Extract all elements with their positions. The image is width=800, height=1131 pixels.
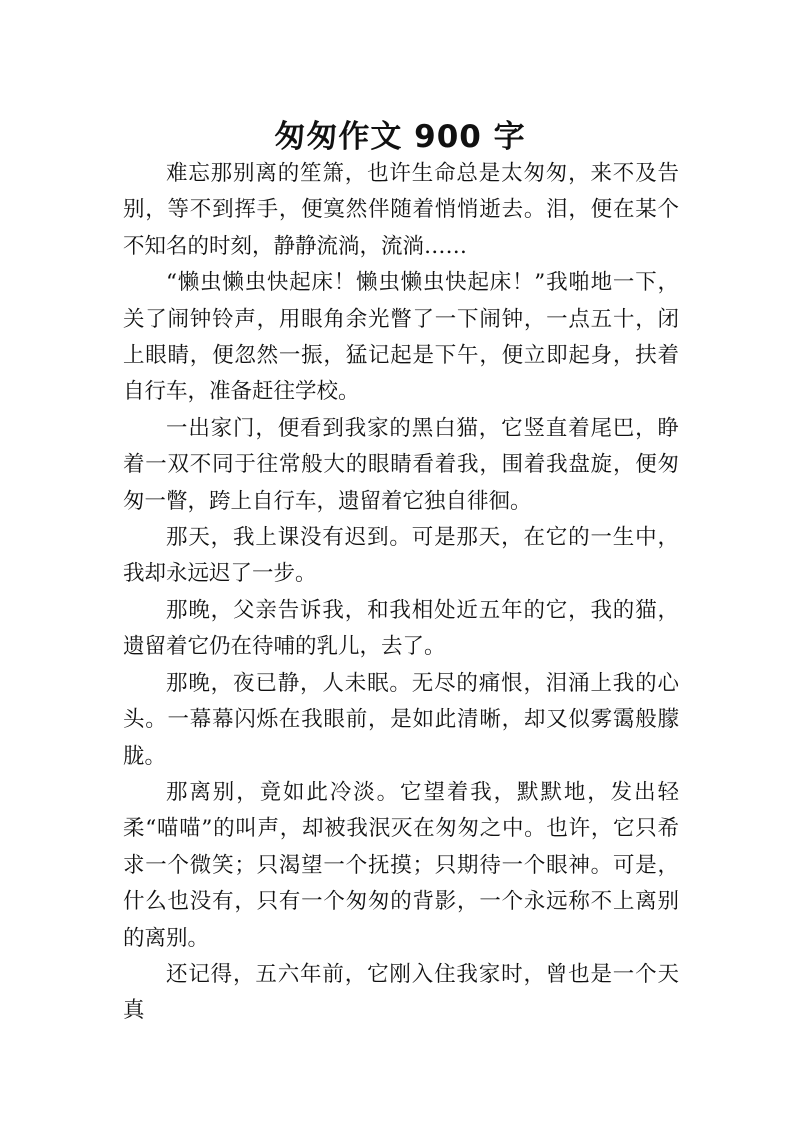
paragraph-5: 那晚，父亲告诉我，和我相处近五年的它，我的猫，遗留着它仍在待哺的乳儿，去了。 [123,597,679,660]
paragraph-2: “懒虫懒虫快起床！懒虫懒虫快起床！”我啪地一下，关了闹钟铃声，用眼角余光瞥了一下闹钟，一点五十，闭上眼睛，便忽然一振，猛记起是下午，便立即起身，扶着自行车，准备赶往学校。 [123,270,679,405]
paragraph-7: 那离别，竟如此冷淡。它望着我，默默地，发出轻柔“喵喵”的叫声，却被我泯灭在匆匆之中。也许，它只希求一个微笑；只渴望一个抚摸；只期待一个眼神。可是，什么也没有，只有一个匆匆的背影，一个永远称不上离别的离别。 [123,779,679,951]
paragraph-8: 还记得，五六年前，它刚入住我家时，曾也是一个天真 [123,961,679,1024]
paragraph-4: 那天，我上课没有迟到。可是那天，在它的一生中，我却永远迟了一步。 [123,525,679,587]
paragraph-1: 难忘那别离的笙箫，也许生命总是太匆匆，来不及告别，等不到挥手，便寞然伴随着悄悄逝去。泪，便在某个不知名的时刻，静静流淌，流淌…… [123,161,679,259]
paragraph-6: 那晚，夜已静，人未眠。无尽的痛恨，泪涌上我的心头。一幕幕闪烁在我眼前，是如此清晰，却又似雾霭般朦胧。 [123,670,679,769]
essay-body [123,156,679,1030]
paragraph-3: 一出家门，便看到我家的黑白猫，它竖直着尾巴，睁着一双不同于往常般大的眼睛看着我，围着我盘旋，便匆匆一瞥，跨上自行车，遗留着它独自徘徊。 [123,415,679,514]
document-title: 匆匆作文 900 字 [274,118,526,155]
